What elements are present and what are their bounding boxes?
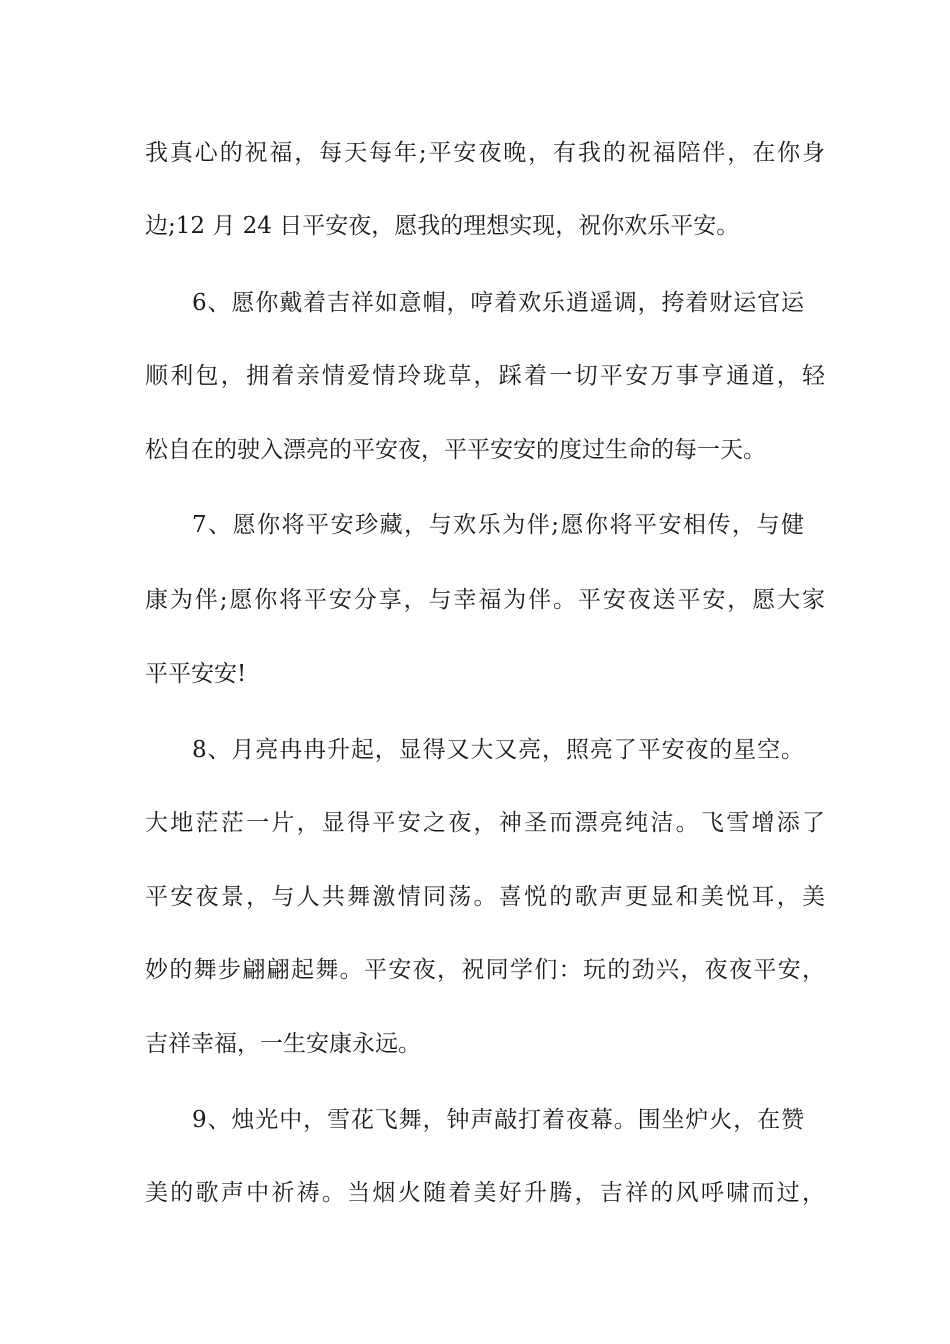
text-line: 大地茫茫一片，显得平安之夜，神圣而漂亮纯洁。飞雪增添了 <box>145 810 825 836</box>
text-line: 妙的舞步翩翩起舞。平安夜，祝同学们：玩的劲兴，夜夜平安， <box>145 957 825 983</box>
paragraph-6-first-line: 6、愿你戴着吉祥如意帽，哼着欢乐逍遥调，挎着财运官运 <box>192 290 804 316</box>
text-line: 平平安安! <box>145 661 247 687</box>
text-line: 我真心的祝福，每天每年;平安夜晚，有我的祝福陪伴，在你身 <box>145 140 825 166</box>
text-line: 平安夜景，与人共舞激情同荡。喜悦的歌声更显和美悦耳，美 <box>145 884 825 910</box>
text-line: 吉祥幸福，一生安康永远。 <box>145 1031 421 1057</box>
text-line: 松自在的驶入漂亮的平安夜，平平安安的度过生命的每一天。 <box>145 437 766 463</box>
text-line: 边;12 月 24 日平安夜，愿我的理想实现，祝你欢乐平安。 <box>145 213 740 239</box>
paragraph-9-first-line: 9、烛光中，雪花飞舞，钟声敲打着夜幕。围坐炉火，在赞 <box>192 1107 804 1133</box>
text-line: 康为伴;愿你将平安分享，与幸福为伴。平安夜送平安，愿大家 <box>145 587 825 613</box>
text-line: 美的歌声中祈祷。当烟火随着美好升腾，吉祥的风呼啸而过， <box>145 1180 825 1206</box>
text-line: 顺利包，拥着亲情爱情玲珑草，踩着一切平安万事亨通道，轻 <box>145 363 825 389</box>
paragraph-7-first-line: 7、愿你将平安珍藏，与欢乐为伴;愿你将平安相传，与健 <box>192 512 804 538</box>
paragraph-8-first-line: 8、月亮冉冉升起，显得又大又亮，照亮了平安夜的星空。 <box>192 737 804 763</box>
